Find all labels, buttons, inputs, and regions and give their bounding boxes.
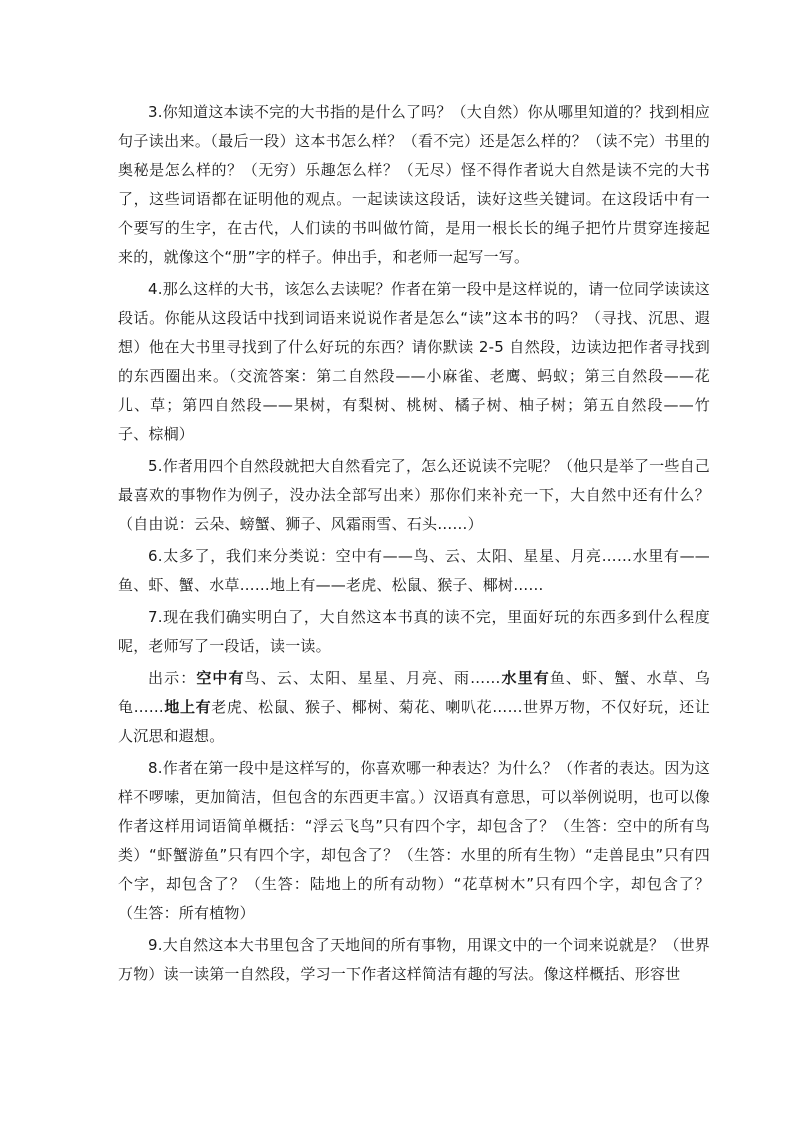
paragraph-p6 (118, 542, 710, 600)
paragraph-p9 (118, 931, 710, 989)
text-segment: 6.太多了，我们来分类说：空中有——鸟、云、太阳、星星、月亮……水里有——鱼、虾、蟹、水草……地上有——老虎、松鼠、猴子、椰树…… (118, 547, 710, 594)
text-segment: 3.你知道这本读不完的大书指的是什么了吗？（大自然）你从哪里知道的？找到相应句子读出来。（最后一段）这本书怎么样？（看不完）还是怎么样的？（读不完）书里的奥秘是怎么样的？（无穷）乐趣怎么样？（无尽）怪不得作者说大自然是读不完的大书了，这些词语都在证明他的观点。一起读读这段话，读好这些关键词。在这段话中有一个要写的生字，在古代，人们读的书叫做竹简，是用一根长长的绳子把竹片贯穿连接起来的，就像这个“册”字的样子。伸出手，和老师一起写一写。 (118, 103, 710, 266)
text-segment: 7.现在我们确实明白了，大自然这本书真的读不完，里面好玩的东西多到什么程度呢，老师写了一段话，读一读。 (118, 608, 710, 655)
text-segment: 鸟、云、太阳、星星、月亮、雨…… (244, 669, 501, 687)
document-page (118, 98, 710, 992)
bold-phrase: 空中有 (196, 669, 245, 687)
text-segment: 8.作者在第一段中是这样写的，你喜欢哪一种表达？为什么？（作者的表达。因为这样不啰嗦，更加简洁，但包含的东西更丰富。）汉语真有意思，可以举例说明，也可以像作者这样用词语简单概括：“浮云飞鸟”只有四个字，却包含了？（生答：空中的所有鸟类）“虾蟹游鱼”只有四个字，却包含了？（生答：水里的所有生物）“走兽昆虫”只有四个字，却包含了？（生答：陆地上的所有动物）“花草树木”只有四个字，却包含了？（生答：所有植物） (118, 759, 710, 922)
paragraph-p4 (118, 275, 710, 449)
text-segment: 5.作者用四个自然段就把大自然看完了，怎么还说读不完呢？（他只是举了一些自己最喜欢的事物作为例子，没办法全部写出来）那你们来补充一下，大自然中还有什么？（自由说：云朵、螃蟹、狮子、风霜雨雪、石头……） (118, 457, 710, 533)
paragraph-p7 (118, 603, 710, 661)
paragraph-p8 (118, 754, 710, 928)
bold-phrase: 地上有 (164, 698, 212, 716)
text-segment: 9.大自然这本大书里包含了天地间的所有事物，用课文中的一个词来说就是？（世界万物）读一读第一自然段，学习一下作者这样简洁有趣的写法。像这样概括、形容世 (118, 936, 710, 983)
paragraph-p5 (118, 452, 710, 539)
text-segment: 出示： (148, 669, 197, 687)
text-segment: 鱼、虾、蟹、水草、乌龟…… (118, 669, 710, 716)
text-segment: 老虎、松鼠、猴子、椰树、菊花、喇叭花……世界万物，不仅好玩，还让人沉思和遐想。 (118, 698, 710, 745)
paragraph-p7b (118, 664, 710, 751)
text-segment: 4.那么这样的大书，该怎么去读呢？作者在第一段中是这样说的，请一位同学读读这段话。你能从这段话中找到词语来说说作者是怎么“读”这本书的吗？（寻找、沉思、遐想）他在大书里寻找到了什么好玩的东西？请你默读 2-5 自然段，边读边把作者寻找到的东西圈出来。（交流答案：第二自然段——小麻雀、老鹰、蚂蚁；第三自然段——花儿、草；第四自然段——果树，有梨树、桃树、橘子树、柚子树；第五自然段——竹子、棕榈） (118, 280, 710, 443)
paragraph-p3 (118, 98, 710, 272)
bold-phrase: 水里有 (500, 669, 550, 687)
